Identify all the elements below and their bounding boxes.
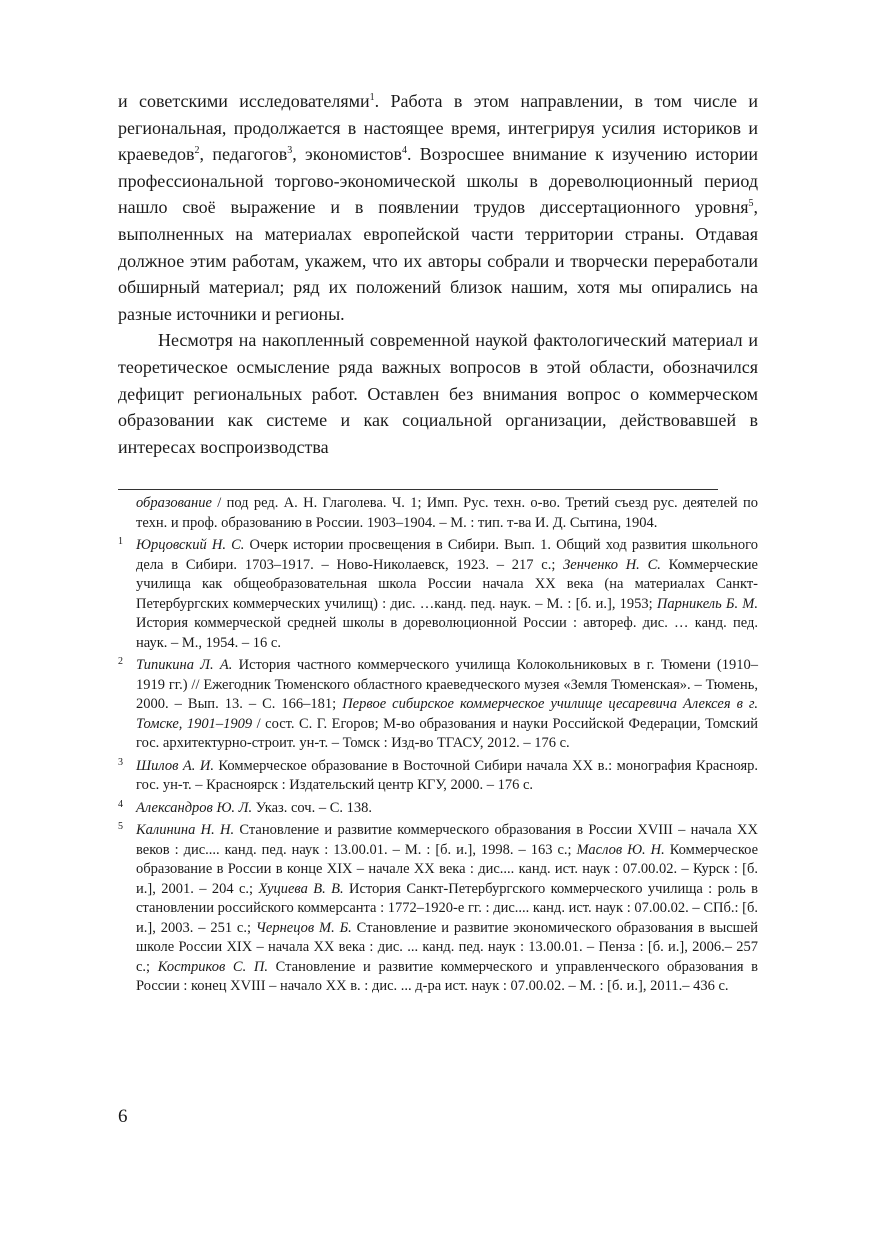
footnote-number: 1 — [118, 536, 123, 547]
footnote-number: 5 — [118, 821, 123, 832]
footnote-ref-1: 1 — [369, 92, 375, 103]
footnote-ref-3: 3 — [287, 145, 293, 157]
footnote-continuation: образование / под ред. А. Н. Глаголева. Ч. 1; Имп. Рус. техн. о-во. Третий съезд рус. деятелей по техн. и проф. образованию в России. 1903–1904. – М. : тип. т-ва И. Д. Сытина, 1904. — [136, 495, 758, 531]
footnotes — [118, 494, 758, 1000]
footnote-ref-2: 2 — [194, 145, 200, 157]
footnote-ref-5: 5 — [748, 198, 754, 210]
footnote-number: 3 — [118, 756, 123, 768]
footnote-2: 2 Типикина Л. А. История частного коммерческого училища Колокольниковых в г. Тюмени (1910–1919 гг.) // Ежегодник Тюменского областного краеведческого музея «Земля Тюменская». – Тюмень, 2000. – Вып. 13. – С. 166–181; Первое сибирское коммерческое училище цесаревича Алексея в г. Томске, 1901–1909 / сост. С. Г. Егоров; М-во образования и науки Российской Федерации, Томский гос. архитектурно-строит. ун-т. – Томск : Изд-во ТГАСУ, 2012. – 176 с. — [118, 656, 759, 751]
footnote-1: 1 Юрцовский Н. С. Очерк истории просвещения в Сибири. Вып. 1. Общий ход развития школьного дела в Сибири. 1703–1917. – Ново-Николаевск, 1923. – 217 с.; Зенченко Н. С. Коммерческие училища как общеобразовательная школа России начала ХХ века (на материалах Санкт-Петербургских коммерческих училищ) : дис. …канд. пед. наук. – М. : [б. и.], 1953; Парникель Б. М. История коммерческой средней школы в дореволюционной России : автореф. дис. … канд. пед. наук. – М., 1954. – 16 с. — [118, 536, 758, 651]
footnote-ref-4: 4 — [402, 145, 407, 157]
footnote-number: 2 — [118, 656, 123, 667]
footnote-number: 4 — [118, 798, 123, 810]
paragraph-1: и советскими исследователями$^1$. Работа в этом направлении, в том числе и региональная, продолжается в настоящее время, интегрируя усилия историков и краеведов$^2$, педагогов$^3$, экономистов$^4$. Возросшее внимание к изучению истории профессиональной торгово-экономической школы в дореволюционный период нашло своё выражение и в появлении трудов диссертационного уровня$^5$, выполненных на материалах европейской части территории страны. Отдавая должное этим работам, укажем, что их авторы собрали и творчески переработали обширный материал; ряд их положений близок нашим, хотя мы опирались на разные источники и регионы. — [118, 91, 758, 324]
footnote-4: 4 Александров Ю. Л. Указ. соч. – С. 138. — [118, 798, 373, 816]
footnote-separator — [118, 489, 718, 490]
footnote-3: 3 Шилов А. И. Коммерческое образование в Восточной Сибири начала ХХ в.: монография Краснояр. гос. ун-т. – Красноярск : Издательский центр КГУ, 2000. – 176 с. — [118, 756, 759, 793]
footnote-5: 5 Калинина Н. Н. Становление и развитие коммерческого образования в России XVIII – начала XX веков : дис.... канд. пед. наук : 13.00.01. – М. : [б. и.], 1998. – 163 с.; Маслов Ю. Н. Коммерческое образование в России в конце XIX – начале XX века : дис.... канд. ист. наук : 07.00.02. – Курск : [б. и.], 2001. – 204 с.; Хуциева В. В. История Санкт-Петербургского коммерческого училища : роль в становлении российского коммерсанта : 1772–1920-е гг. : дис.... канд. ист. наук : 07.00.02. – СПб.: [б. и.], 2003. – 251 с.; Чернецов М. Б. Становление и развитие экономического образования в высшей школе России XIX – начала XX века : дис. ... канд. пед. наук : 13.00.01. – Пенза : [б. и.], 2006.– 257 с.; Костриков С. П. Становление и развитие коммерческого и управленческого образования в России : конец XVIII – начало XX в. : дис. ... д-ра ист. наук : 07.00.02. – М. : [б. и.], 2011.– 436 с. — [118, 821, 759, 994]
main-text — [118, 88, 758, 460]
page-number: 6 — [118, 1106, 128, 1127]
paragraph-2: Несмотря на накопленный современной наукой фактологический материал и теоретическое осмысление ряда важных вопросов в этой области, обозначился дефицит региональных работ. Оставлен без внимания вопрос о коммерческом образовании как системе и как социальной организации, действовавшей в интересах воспроизводства — [118, 330, 758, 457]
